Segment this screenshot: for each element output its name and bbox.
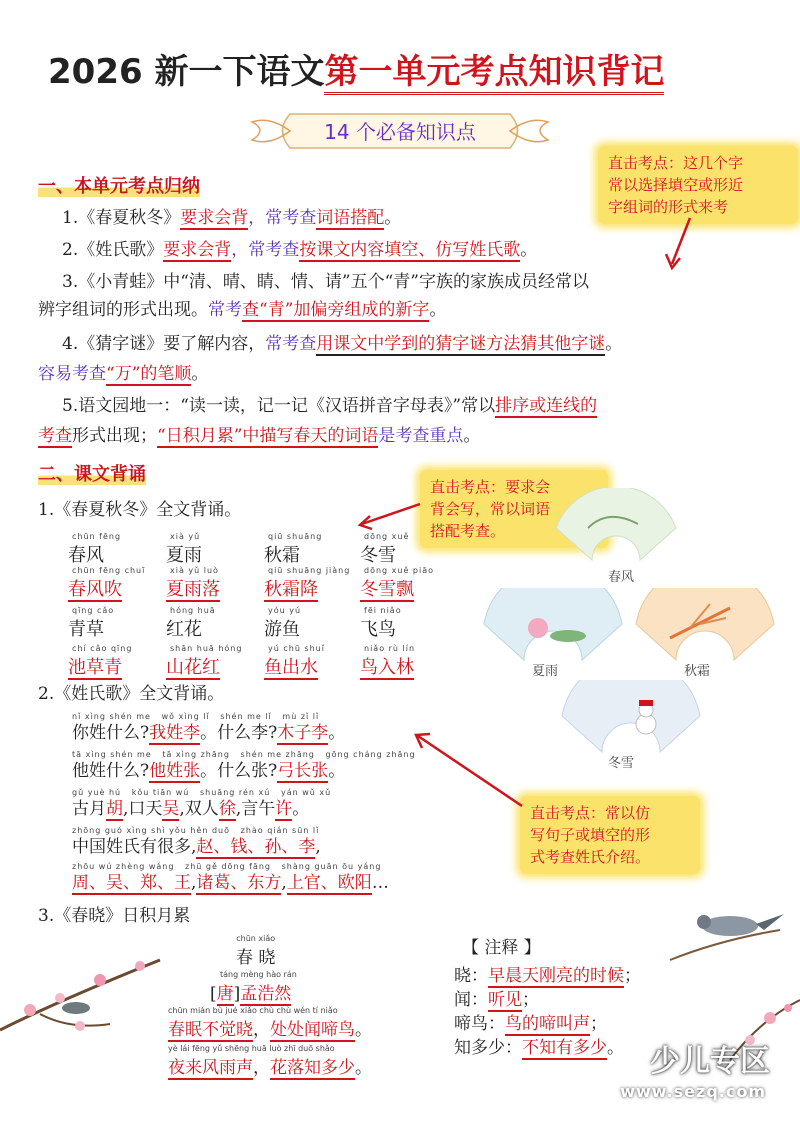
fan-summer-illustration xyxy=(478,588,628,668)
word-item: xià yǔ luò 夏雨落 xyxy=(166,566,220,600)
word-item: dōng xuě 冬雪 xyxy=(360,532,410,566)
note-line: 写句子或填空的形 xyxy=(530,826,651,844)
poem-line-1: chūn mián bù jué xiǎo chù chù wén tí niǎo 春眠不觉晓，处处闻啼鸟。 xyxy=(168,1006,372,1040)
fan-label: 春风 xyxy=(608,570,635,585)
annotation-item: 晓：早晨天刚亮的时候； xyxy=(454,966,641,986)
item-5b: 考查形式出现；“日积月累”中描写春天的词语是考查重点。 xyxy=(38,426,481,446)
word-item: dōng xuě piāo 冬雪飘 xyxy=(360,566,435,600)
word-item: qiū shuāng jiàng 秋霜降 xyxy=(264,566,351,600)
item-3b: 辨字组词的形式出现。常考查“青”加偏旁组成的新字。 xyxy=(38,300,447,320)
subheading-3: 3.《春晓》日积月累 xyxy=(38,906,191,926)
word-item: fēi niǎo 飞鸟 xyxy=(360,606,402,640)
note-line: 直击考点：这几个字 xyxy=(608,154,744,172)
fan-label: 冬雪 xyxy=(608,756,635,771)
item-1: 1.《春夏秋冬》要求会背，常考查词语搭配。 xyxy=(62,208,402,228)
item-5a: 5.语文园地一：“读一读，记一记《汉语拼音字母表》”常以排序或连线的 xyxy=(62,396,598,416)
word-item: chūn fēng chuī 春风吹 xyxy=(68,566,146,600)
fan-label: 夏雨 xyxy=(532,664,559,679)
arrow-icon xyxy=(408,726,528,812)
bird-illustration xyxy=(660,900,790,970)
fan-autumn-illustration xyxy=(630,588,780,668)
xs-line-1: nǐ xìng shén me wǒ xìng lǐ shén me lǐ mù zǐ lǐ 你姓什么?我姓李。什么李?木子李。 xyxy=(72,712,346,743)
word-item: niǎo rù lín 鸟入林 xyxy=(360,644,416,678)
page-title xyxy=(48,44,664,93)
section-heading-2: 二、课文背诵 xyxy=(38,464,146,485)
title-prefix: 2026 新一下语文 xyxy=(48,52,325,92)
poem-line-2: yè lái fēng yǔ shēng huā luò zhī duō shǎo 夜来风雨声，花落知多少。 xyxy=(168,1044,372,1078)
xs-line-4: zhōng guó xìng shì yǒu hěn duō zhào qián sūn lǐ 中国姓氏有很多,赵、钱、孙、李, xyxy=(72,826,321,857)
fan-label: 秋霜 xyxy=(684,664,711,679)
poem-title: chūn xiǎo 春 晓 xyxy=(236,934,276,968)
banner-title: 14 个必备知识点 xyxy=(324,120,476,144)
word-item: hóng huā 红花 xyxy=(166,606,216,640)
note-line: 背会写，常以词语 xyxy=(430,500,551,518)
subheading-1: 1.《春夏秋冬》全文背诵。 xyxy=(38,500,242,520)
word-item: xià yǔ 夏雨 xyxy=(166,532,202,566)
note-line: 直击考点：要求会 xyxy=(430,478,551,496)
fan-winter-illustration xyxy=(556,680,706,760)
note-line: 常以选择填空或形近 xyxy=(608,176,744,194)
word-item: shān huā hóng 山花红 xyxy=(166,644,243,678)
subheading-2: 2.《姓氏歌》全文背诵。 xyxy=(38,684,225,704)
item-4a: 4.《猜字谜》要了解内容，常考查用课文中学到的猜字谜方法猜其他字谜。 xyxy=(62,334,623,354)
annotation-item: 闻：听见； xyxy=(454,990,539,1010)
blossom-branch-illustration xyxy=(0,940,170,1060)
exam-note-1 xyxy=(598,146,798,224)
annotation-title: 【 注释 】 xyxy=(462,938,541,958)
word-item: qiū shuāng 秋霜 xyxy=(264,532,323,566)
note-line: 直击考点：常以仿 xyxy=(530,804,651,822)
note-line: 字组词的形式来考 xyxy=(608,198,729,216)
annotation-item: 啼鸟：鸟的啼叫声； xyxy=(454,1014,607,1034)
exam-note-3 xyxy=(520,796,700,874)
xs-line-5: zhōu wú zhèng wáng zhū gě dōng fāng shàng guān ōu yáng 周、吴、郑、王,诸葛、东方,上官、欧阳… xyxy=(72,862,389,893)
watermark-logo: 少儿专区 xyxy=(650,1044,770,1079)
arrow-icon xyxy=(354,498,424,532)
word-item: chūn fēng 春风 xyxy=(68,532,122,566)
xs-line-3: gǔ yuè hú kǒu tiān wú shuāng rén xú yán wǔ xǔ 古月胡,口天吴,双人徐,言午许。 xyxy=(72,788,332,819)
watermark-url: www.sezq.com xyxy=(620,1082,766,1101)
note-line: 式考查姓氏介绍。 xyxy=(530,848,651,866)
poem-author: táng mèng hào rán [唐]孟浩然 xyxy=(210,970,297,1004)
note-line: 搭配考查。 xyxy=(430,522,506,540)
word-item: yú chū shuǐ 鱼出水 xyxy=(264,644,325,678)
word-item: qīng cǎo 青草 xyxy=(68,606,115,640)
xs-line-2: tā xìng shén me tā xìng zhāng shén me zhāng gōng cháng zhāng 他姓什么?他姓张。什么张?弓长张。 xyxy=(72,750,416,781)
item-3a: 3.《小青蛙》中“清、晴、睛、情、请”五个“青”字族的家族成员经常以 xyxy=(62,272,589,292)
section-heading-1: 一、本单元考点归纳 xyxy=(38,176,200,197)
arrow-icon xyxy=(660,214,700,274)
annotation-item: 知多少：不知有多少。 xyxy=(454,1038,624,1058)
fan-spring-illustration xyxy=(548,488,684,568)
word-item: yóu yú 游鱼 xyxy=(264,606,302,640)
item-2: 2.《姓氏歌》要求会背，常考查按课文内容填空、仿写姓氏歌。 xyxy=(62,240,538,260)
item-4b: 容易考查“万”的笔顺。 xyxy=(38,364,209,384)
word-item: chí cǎo qīng 池草青 xyxy=(68,644,133,678)
title-highlight: 第一单元考点知识背记 xyxy=(324,52,664,95)
